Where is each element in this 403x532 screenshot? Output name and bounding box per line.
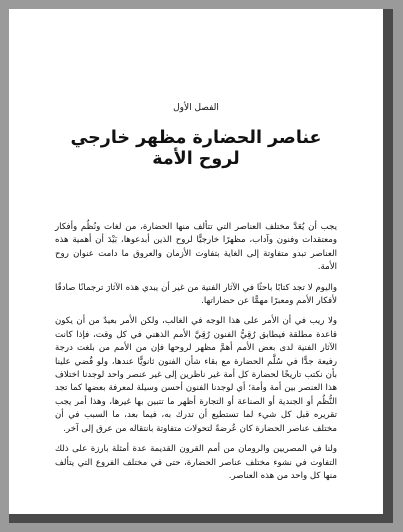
paragraph: ولا ريب في أن الأمر على هذا الوجه في الغالب، ولكن الأمر بعيدٌ من أن يكون قاعدة مطلقة فيطابق رُقِيُّ الفنون رُقِيَّ الأمم الذهني في كل وقت، فإذا كانت الآثار الفنية لدى بعض الأمم أهمَّ مظهر لروحها فإن من الأمم من بلغت درجة رفيعة جدًّا في سُلَّم الحضارة مع بقاء شأن الفنون ثانويًّا عندها، ولو قُضي علينا بأن نكتب تاريخًا لحضارة كل أمة غير ناظرين إلى غير عنصر واحد لوجدنا اختلاف هذا العنصر بين أمة وأمة؛ أي لوجدنا الفنون أحسن وسيلة لمعرفة بعضها كما تجد النُّظُم أو الجندية أو الصناعة أو التجارة أظهر ما تتبين بها غيرها، وهذا أمر يجب تقريره قبل كل شيء لما تستطيع أن تدرك به، فيما بعد، ما السبب في أن مختلف عناصر الحضارة كان عُرضةً لتحولات متفاوتة بانتقاله من عرق إلى آخر. — [55, 316, 337, 434]
chapter-title: عناصر الحضارة مظهر خارجي لروح الأمة — [70, 128, 322, 169]
chapter-label: الفصل الأول — [173, 103, 219, 113]
paragraph: واليوم لا تجد كتابًا باحثًا في الآثار الفنية من غير أن يبدي هذه الآثارَ ترجمانًا صادقًا لأفكار الأمم ومعبرًا مهمًّا عن حضاراتها. — [55, 282, 337, 307]
body-text — [55, 221, 337, 490]
paragraph: يجب أن يُعَدَّ مختلف العناصر التي تتألف منها الحضارة، من لغات ونُظُم وأفكار ومعتقدات وفنون وآداب، مظهرًا خارجيًّا لروح الذين أبدعوها، بَيْدَ أن أهمية هذه العناصر تبدو متفاوتة إلى الغاية بتفاوت الأزمان والعروق ما دامت عنوان روح الأمة. — [55, 222, 337, 273]
paragraph: ولنا في المصريين والرومان من أمم القرون القديمة عدة أمثلة بارزة على ذلك التفاوت في نشوء مختلف عناصر الحضارة، حتى في مختلف الفروع التي يتألف منها كل واحد من هذه العناصر. — [55, 444, 337, 481]
document-page — [9, 9, 393, 523]
